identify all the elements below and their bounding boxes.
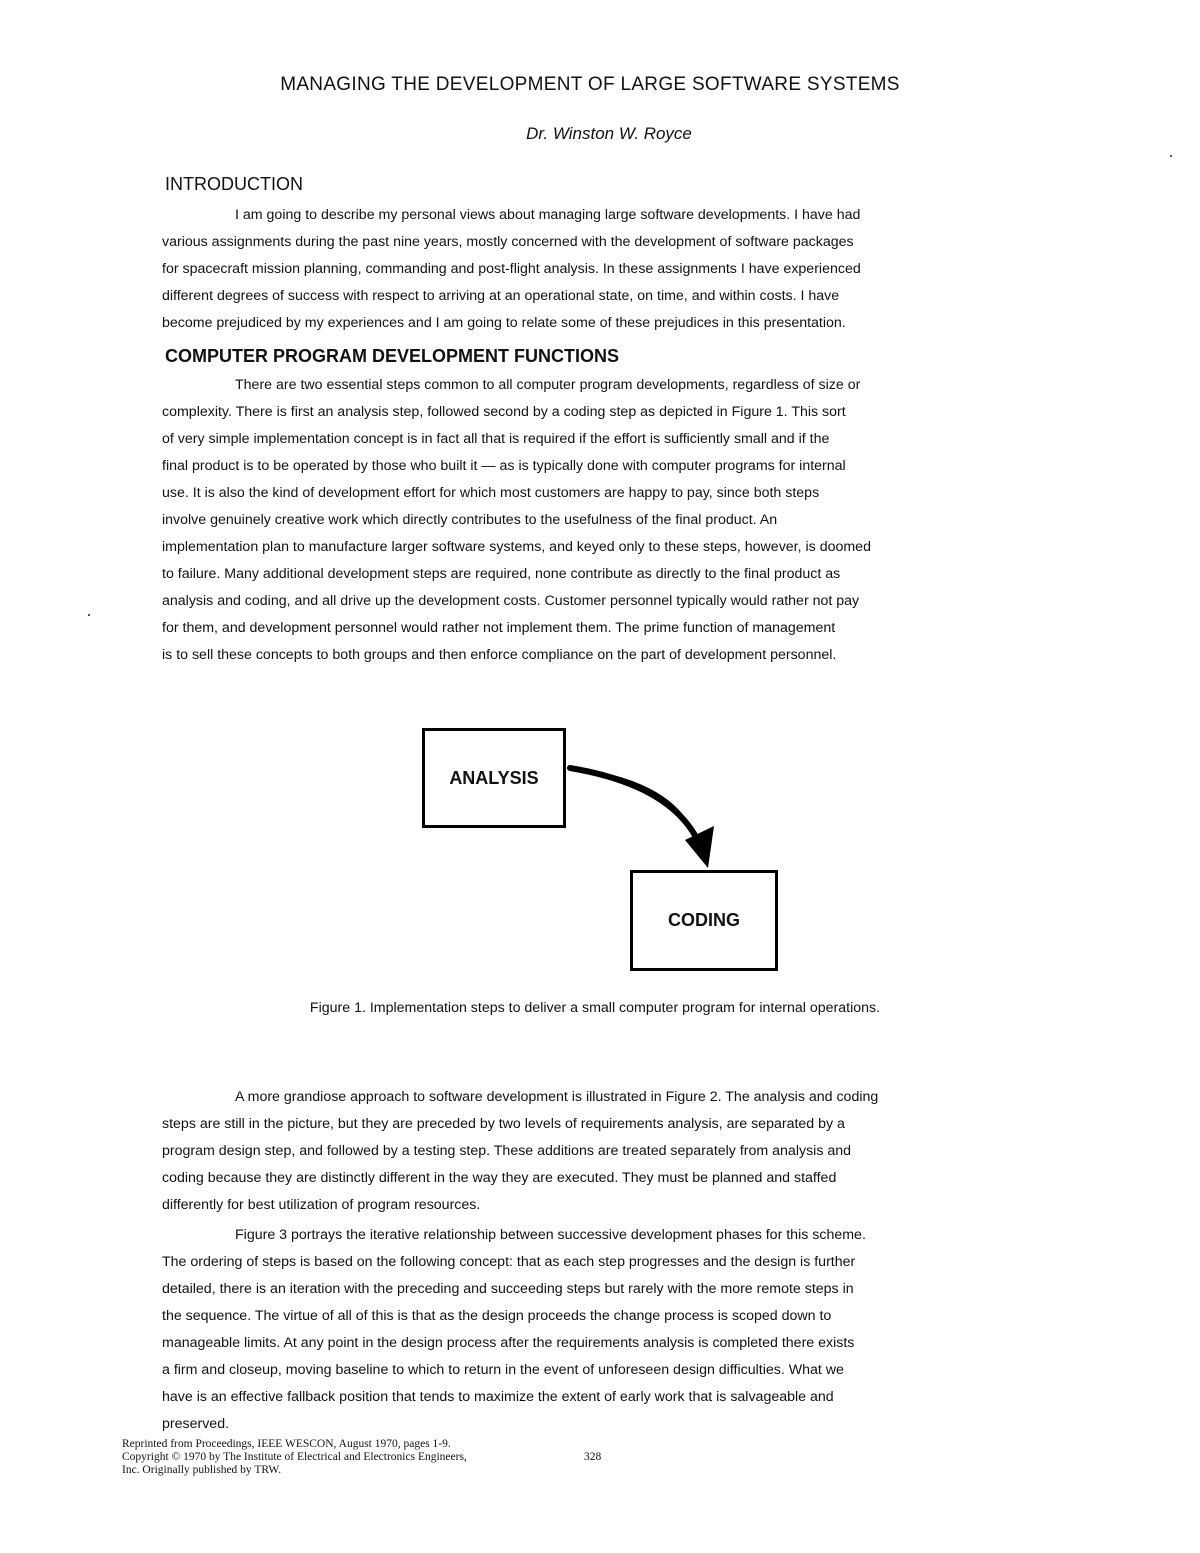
text-line: to failure. Many additional development steps are required, none contribute as directly to the final product as xyxy=(162,566,841,582)
flow-arrow-icon xyxy=(560,760,730,872)
text-line: I am going to describe my personal views about managing large software developments. I have had xyxy=(235,207,861,223)
text-line: implementation plan to manufacture larger software systems, and keyed only to these steps, however, is doomed xyxy=(162,539,871,555)
text-line: involve genuinely creative work which directly contributes to the usefulness of the final product. An xyxy=(162,512,778,528)
text-line: for them, and development personnel would rather not implement them. The prime function of management xyxy=(162,620,836,636)
reprint-footnote xyxy=(122,1438,467,1477)
text-line: manageable limits. At any point in the design process after the requirements analysis is completed there exists xyxy=(162,1335,855,1351)
text-line: Figure 3 portrays the iterative relationship between successive development phases for this scheme. xyxy=(235,1227,866,1243)
text-line: for spacecraft mission planning, commanding and post-flight analysis. In these assignments I have experienced xyxy=(162,261,861,277)
text-line: final product is to be operated by those who built it — as is typically done with computer programs for internal xyxy=(162,458,846,474)
text-line: There are two essential steps common to all computer program developments, regardless of size or xyxy=(235,377,861,393)
text-line: have is an effective fallback position that tends to maximize the extent of early work that is salvageable and xyxy=(162,1389,834,1405)
text-line: of very simple implementation concept is in fact all that is required if the effort is sufficiently small and if the xyxy=(162,431,830,447)
text-line: A more grandiose approach to software development is illustrated in Figure 2. The analysis and coding xyxy=(235,1089,879,1105)
coding-label: CODING xyxy=(668,910,740,930)
text-line: detailed, there is an iteration with the preceding and succeeding steps but rarely with the more remote steps in xyxy=(162,1281,854,1297)
introduction-paragraph xyxy=(162,202,1042,337)
grandiose-approach-paragraph xyxy=(162,1084,1042,1219)
text-line: a firm and closeup, moving baseline to which to return in the event of unforeseen design difficulties. What we xyxy=(162,1362,844,1378)
functions-paragraph xyxy=(162,372,1042,669)
footnote-line: Inc. Originally published by TRW. xyxy=(122,1464,282,1476)
footnote-line: Reprinted from Proceedings, IEEE WESCON, August 1970, pages 1-9. xyxy=(122,1438,451,1450)
text-line: program design step, and followed by a testing step. These additions are treated separately from analysis and xyxy=(162,1143,852,1159)
iterative-relationship-paragraph xyxy=(162,1222,1042,1438)
text-line: is to sell these concepts to both groups and then enforce compliance on the part of development personnel. xyxy=(162,647,837,663)
text-line: become prejudiced by my experiences and I am going to relate some of these prejudices in this presentation. xyxy=(162,315,846,331)
text-line: the sequence. The virtue of all of this is that as the design proceeds the change process is scoped down to xyxy=(162,1308,832,1324)
page-number: 328 xyxy=(584,1451,602,1463)
section-heading-functions: COMPUTER PROGRAM DEVELOPMENT FUNCTIONS xyxy=(165,346,620,366)
text-line: coding because they are distinctly different in the way they are executed. They must be planned and staffed xyxy=(162,1170,837,1186)
coding-box xyxy=(630,870,778,971)
paper-author: Dr. Winston W. Royce xyxy=(526,124,692,143)
text-line: steps are still in the picture, but they are preceded by two levels of requirements analysis, are separated by a xyxy=(162,1116,845,1132)
figure-1-caption: Figure 1. Implementation steps to deliver a small computer program for internal operations. xyxy=(309,1000,881,1016)
text-line: The ordering of steps is based on the following concept: that as each step progresses and the design is further xyxy=(162,1254,856,1270)
text-line: differently for best utilization of program resources. xyxy=(162,1197,481,1213)
text-line: various assignments during the past nine years, mostly concerned with the development of software packages xyxy=(162,234,854,250)
scan-speck xyxy=(88,614,90,616)
section-heading-introduction: INTRODUCTION xyxy=(165,174,303,194)
text-line: preserved. xyxy=(162,1416,230,1432)
text-line: use. It is also the kind of development effort for which most customers are happy to pay, since both steps xyxy=(162,485,820,501)
analysis-label: ANALYSIS xyxy=(449,767,539,788)
text-line: analysis and coding, and all drive up the development costs. Customer personnel typically would rather not pay xyxy=(162,593,860,609)
scan-speck xyxy=(1170,155,1172,157)
analysis-box xyxy=(422,728,566,828)
text-line: complexity. There is first an analysis step, followed second by a coding step as depicted in Figure 1. This sort xyxy=(162,404,846,420)
text-line: different degrees of success with respect to arriving at an operational state, on time, and within costs. I have xyxy=(162,288,840,304)
paper-title: MANAGING THE DEVELOPMENT OF LARGE SOFTWARE SYSTEMS xyxy=(280,74,900,95)
footnote-line: Copyright © 1970 by The Institute of Electrical and Electronics Engineers, xyxy=(122,1451,467,1463)
